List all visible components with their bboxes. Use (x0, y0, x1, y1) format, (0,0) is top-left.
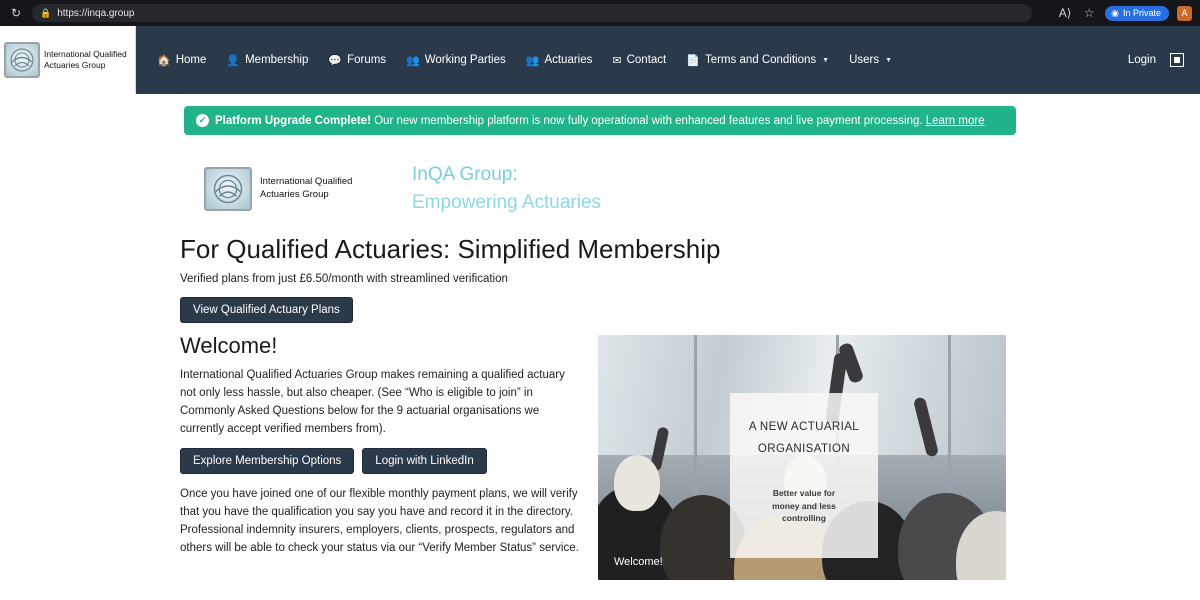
org-tagline-line1: InQA Group: (412, 164, 518, 185)
main-nav (148, 26, 901, 94)
home-icon: 🏠 (157, 54, 171, 67)
photo-sub-line2: money and less (772, 500, 836, 511)
photo-caption: Welcome! (614, 556, 663, 569)
chat-icon: 💬 (328, 54, 343, 67)
org-name-line1: International Qualified (260, 176, 353, 188)
status-banner-text: Our new membership platform is now fully operational with enhanced features and live payment processing. (370, 114, 926, 127)
header-actions (1128, 53, 1200, 67)
nav-item-contact[interactable] (603, 48, 675, 73)
reload-icon[interactable]: ↻ (10, 6, 22, 20)
nav-item-forums[interactable] (319, 48, 395, 73)
document-icon: 📄 (686, 54, 700, 67)
avatar[interactable]: A (1177, 6, 1192, 21)
photo-sub-line1: Better value for (772, 487, 836, 498)
nav-item-label: Working Parties (424, 54, 506, 66)
browser-toolbar (0, 0, 1200, 26)
private-mode-badge[interactable] (1105, 6, 1169, 21)
welcome-text-column (180, 327, 580, 580)
brand-logo-tile[interactable] (0, 26, 136, 94)
star-icon[interactable]: ☆ (1083, 6, 1095, 20)
people-icon: 👥 (406, 54, 420, 67)
welcome-paragraph-2: Once you have joined one of our flexible monthly payment plans, we will verify that you have the qualification you say you have and record it in the directory. Professional indemnity insurers, employers, clients, prospects, regulators and others will be able to check your status via our “Verify Member Status” service. (180, 488, 579, 554)
main-content (180, 161, 1020, 580)
learn-more-link[interactable]: Learn more (925, 114, 985, 127)
person-icon: 👤 (226, 54, 241, 67)
welcome-section (180, 327, 1020, 580)
login-link[interactable]: Login (1127, 54, 1156, 66)
private-mode-label: In Private (1122, 8, 1161, 18)
group-icon: 👥 (525, 54, 540, 67)
login-linkedin-button[interactable]: Login with LinkedIn (362, 448, 486, 474)
nav-item-label: Actuaries (544, 54, 593, 66)
chevron-down-icon: ▼ (885, 56, 893, 64)
page-subtitle: Verified plans from just £6.50/month with streamlined verification (180, 273, 508, 286)
login-icon[interactable] (1170, 53, 1184, 67)
url-text: https://inqa.group (57, 7, 135, 19)
brand-name: International Qualified Actuaries Group (44, 49, 127, 70)
translate-icon[interactable]: A⟩ (1058, 6, 1072, 20)
nav-item-label: Terms and Conditions (704, 54, 817, 66)
check-circle-icon: ✓ (196, 114, 209, 127)
inqa-logo-icon (204, 167, 252, 211)
envelope-icon: ✉ (612, 54, 622, 67)
nav-item-label: Users (849, 54, 880, 66)
hero-photo (598, 335, 1006, 580)
address-bar[interactable] (32, 4, 1032, 22)
photo-title-line1: A NEW ACTUARIAL (748, 421, 860, 434)
explore-membership-button[interactable]: Explore Membership Options (180, 448, 354, 474)
status-banner-title: Platform Upgrade Complete! (215, 114, 371, 127)
photo-title-line2: ORGANISATION (757, 442, 851, 455)
browser-toolbar-right (1049, 5, 1192, 21)
photo-caption-card (730, 393, 878, 558)
view-plans-button[interactable]: View Qualified Actuary Plans (180, 297, 353, 323)
nav-item-home[interactable] (148, 48, 215, 73)
mask-icon: ◉ (1111, 7, 1119, 18)
nav-item-users[interactable] (840, 48, 901, 72)
welcome-heading: Welcome! (180, 333, 278, 359)
nav-item-membership[interactable] (217, 48, 317, 73)
nav-item-label: Membership (245, 54, 309, 66)
nav-item-label: Home (175, 54, 207, 66)
org-name-line2: Actuaries Group (260, 188, 329, 200)
org-tagline (412, 161, 601, 216)
nav-item-actuaries[interactable] (517, 48, 602, 73)
nav-item-label: Contact (626, 54, 667, 66)
org-tagline-line2: Empowering Actuaries (412, 191, 602, 213)
nav-item-working-parties[interactable] (397, 48, 515, 73)
photo-sub-line3: controlling (782, 513, 826, 524)
nav-item-label: Forums (347, 54, 387, 66)
welcome-button-row (180, 448, 580, 474)
site-header (0, 26, 1200, 94)
org-identity (180, 161, 1020, 216)
nav-item-terms[interactable] (677, 48, 838, 73)
hero-image-column (598, 327, 1006, 580)
status-banner (184, 106, 1016, 135)
page-title: For Qualified Actuaries: Simplified Membership (180, 234, 721, 265)
lock-icon: 🔒 (40, 7, 52, 18)
chevron-down-icon: ▼ (822, 56, 830, 64)
page-body (0, 94, 1200, 600)
welcome-paragraph-1: International Qualified Actuaries Group makes remaining a qualified actuary not only less hassle, but also cheaper. (See “Who is eligible to join” in Commonly Asked Questions below for the 9 actuarial organisations we currently accept verified members from). (180, 369, 565, 435)
inqa-logo-icon (4, 42, 40, 78)
audience-silhouette (614, 455, 660, 511)
org-name (260, 176, 370, 201)
